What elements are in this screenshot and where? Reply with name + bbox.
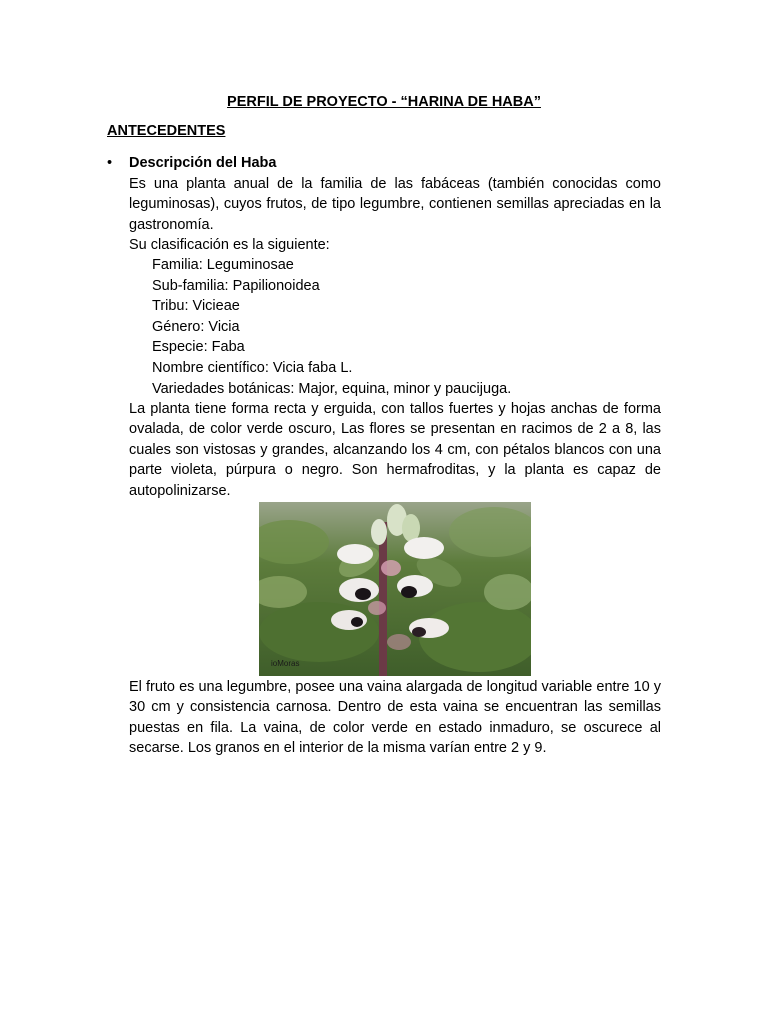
classification-item: Tribu: Vicieae bbox=[152, 298, 240, 315]
photo-watermark: ioMoras bbox=[271, 659, 300, 668]
classification-item: Especie: Faba bbox=[152, 339, 245, 356]
subheading: Descripción del Haba bbox=[129, 155, 277, 171]
document-title: PERFIL DE PROYECTO - “HARINA DE HABA” bbox=[227, 94, 541, 110]
classification-item: Género: Vicia bbox=[152, 318, 240, 335]
paragraph-plant: La planta tiene forma recta y erguida, con tallos fuertes y hojas anchas de forma ovalada, de color verde oscuro, Las flores se presentan en racimos de 2 a 8, las cuales son vistosas y grandes, alcanzando los 4 cm, con pétalos blancos con una parte violeta, púrpura o negro. Son hermafroditas, y la planta es capaz de autopolinizarse. bbox=[129, 401, 661, 499]
classification-intro: Su clasificación es la siguiente: bbox=[129, 237, 330, 253]
section-heading: ANTECEDENTES bbox=[107, 123, 226, 139]
classification-item: Sub-familia: Papilionoidea bbox=[152, 277, 320, 294]
classification-item: Familia: Leguminosae bbox=[152, 257, 294, 273]
classification-item: Variedades botánicas: Major, equina, minor y paucijuga. bbox=[152, 380, 512, 397]
paragraph-description: Es una planta anual de la familia de las fabáceas (también conocidas como leguminosas), cuyos frutos, de tipo legumbre, contienen semillas apreciadas en la gastronomía. bbox=[129, 176, 661, 233]
paragraph-fruit: El fruto es una legumbre, posee una vaina alargada de longitud variable entre 10 y 30 cm y consistencia carnosa. Dentro de esta vaina se encuentran las semillas puestas en fila. La vaina, de color verde en estado inmaduro, se oscurece al secarse. Los granos en el interior de la misma varían entre 2 y 9. bbox=[129, 679, 661, 757]
classification-item: Nombre científico: Vicia faba L. bbox=[152, 359, 353, 376]
fava-flower-photo bbox=[259, 502, 531, 676]
bullet-icon: • bbox=[107, 155, 113, 171]
classification-list bbox=[152, 255, 511, 399]
